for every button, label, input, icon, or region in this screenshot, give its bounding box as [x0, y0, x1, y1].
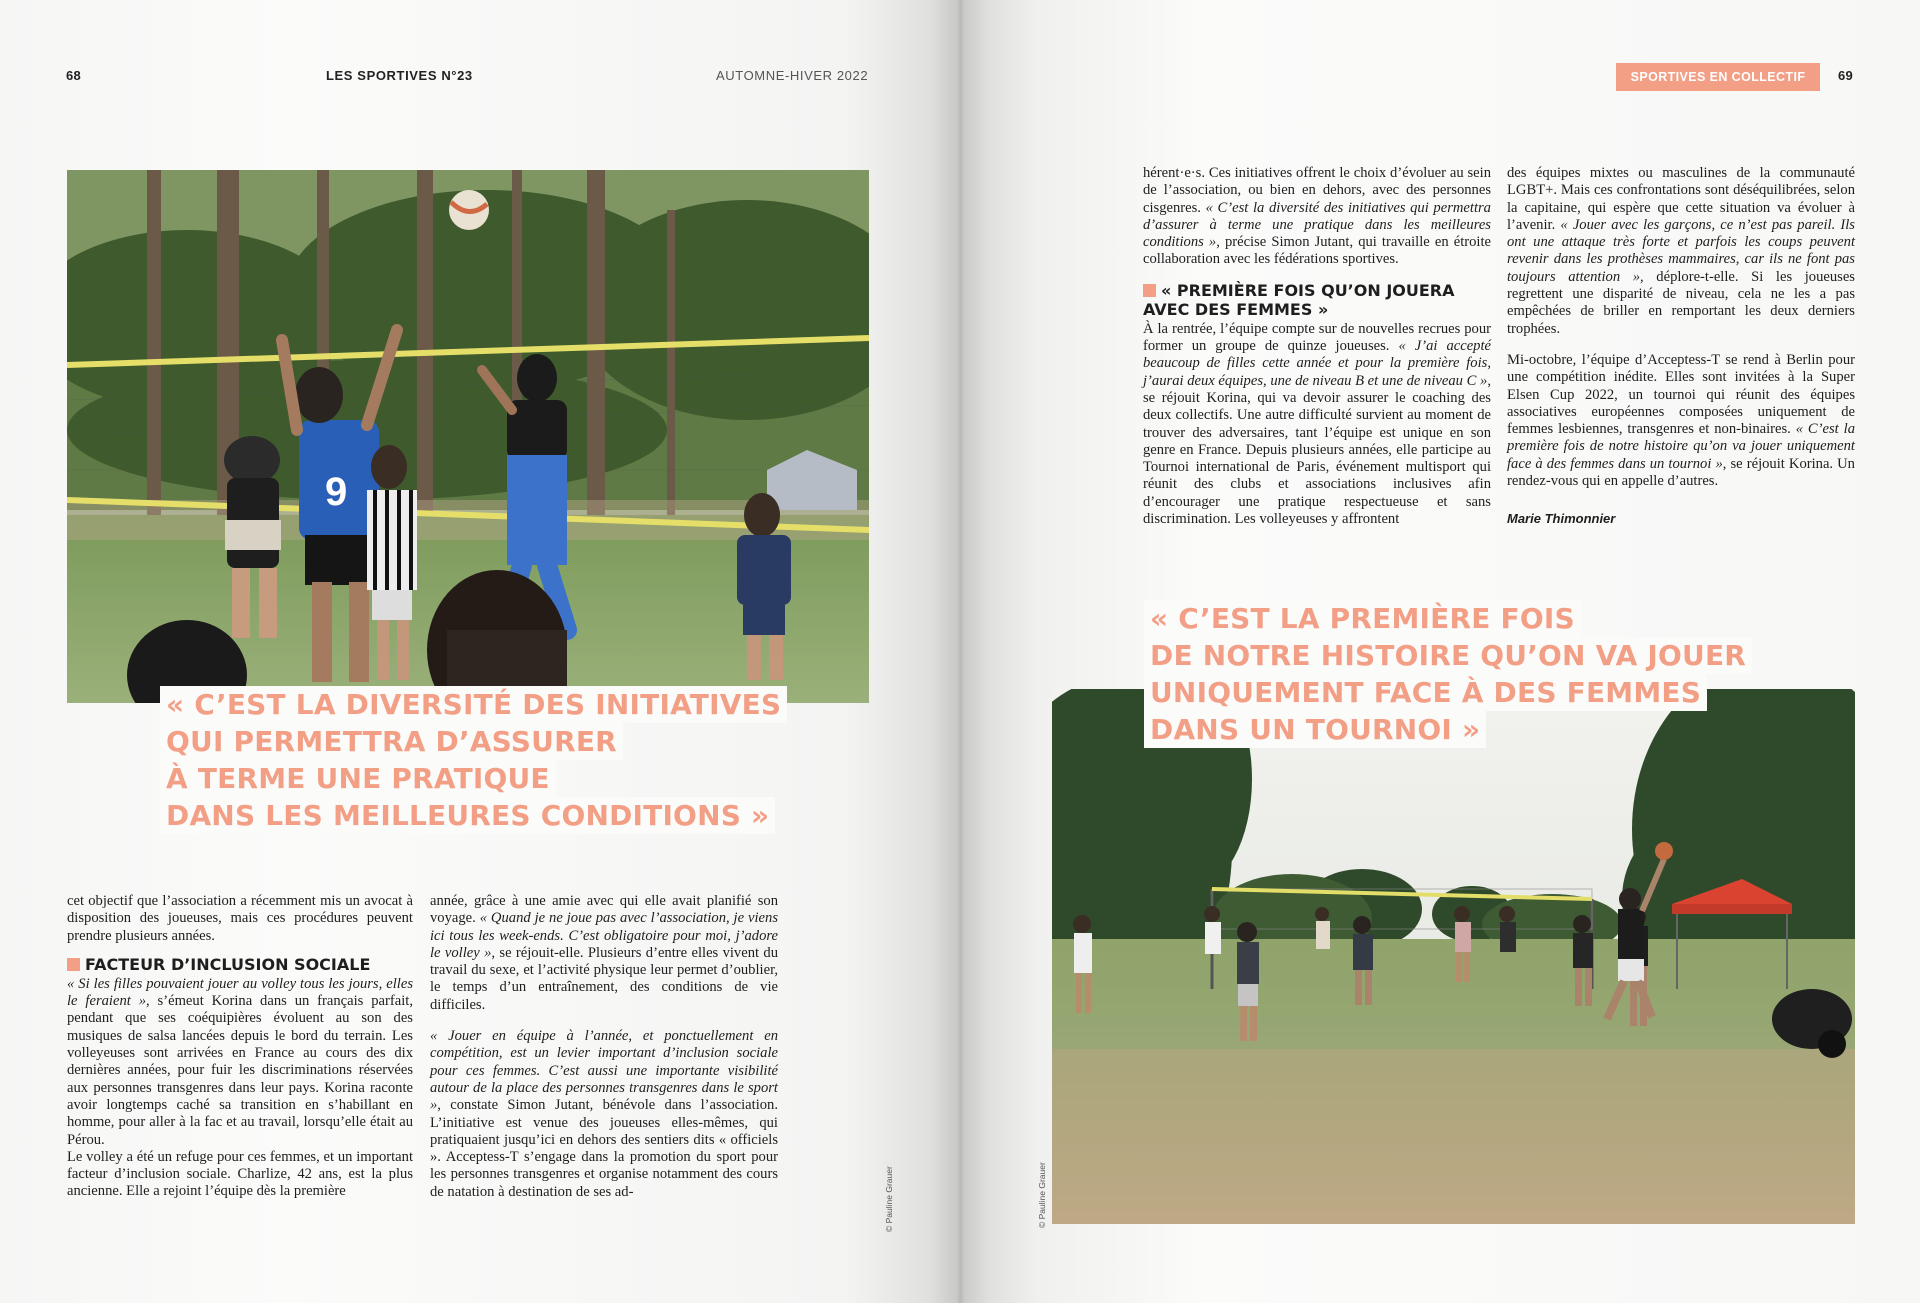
- pull-quote-line: QUI PERMETTRA D’ASSURER: [160, 723, 623, 760]
- right-page: [960, 0, 1920, 1303]
- paragraph: année, grâce à une amie avec qui elle avait planifié son voyage. « Quand je ne joue pas avec l’association, je viens ici tous les week-ends. C’est obligatoire pour moi, j’adore le volley », se réjouit-elle. Plusieurs d’entre elles vivent du travail du sexe, et l’activité physique leur permet d’oublier, le temps d’un entraînement, des conditions de vie difficiles.: [430, 893, 779, 1013]
- section-subhead: FACTEUR D’INCLUSION SOCIALE: [67, 955, 413, 974]
- photo-credit-left: © Pauline Grauer: [884, 1166, 894, 1232]
- pull-quote-line: « C’EST LA DIVERSITÉ DES INITIATIVES: [160, 686, 787, 723]
- section-subhead: « PREMIÈRE FOIS QU’ON JOUERA AVEC DES FEMMES »: [1143, 280, 1455, 319]
- page-number: 68: [66, 68, 82, 83]
- body-column-left-1: [67, 893, 413, 1201]
- body-column-right-1: [1143, 165, 1491, 528]
- paragraph: « Si les filles pouvaient jouer au volley tous les jours, elles le feraient », s’émeut Korina dans un français parfait, pendant que ses coéquipières évoluent au son des musiques de salsa lancées depuis le bord du terrain. Les volleyeuses sont arrivées en France au cours des dix dernières années, pour fuir les discriminations réservées aux personnes transgenres dans leur pays. Korina raconte avoir longtemps caché sa transition en s’habillant en homme, pour aller à la fac et au travail, lorsqu’elle était au Pérou.: [67, 975, 413, 1148]
- paragraph: Le volley a été un refuge pour ces femmes, et un important facteur d’inclusion sociale. Charlize, 42 ans, est la plus ancienne. Elle a rejoint l’équipe dès la première: [67, 1148, 413, 1200]
- paragraph: cet objectif que l’association a récemment mis un avocat à disposition des joueuses, mais ces procédures peuvent prendre plusieurs années.: [67, 893, 413, 944]
- pull-quote-line: DE NOTRE HISTOIRE QU’ON VA JOUER: [1144, 637, 1752, 674]
- svg-text:9: 9: [325, 470, 348, 514]
- volleyball-photo-left: [67, 170, 869, 703]
- pull-quote-line: DANS UN TOURNOI »: [1144, 711, 1486, 748]
- magazine-title: LES SPORTIVES N°23: [326, 68, 473, 83]
- pull-quote-line: UNIQUEMENT FACE À DES FEMMES: [1144, 674, 1707, 711]
- square-bullet-icon: [67, 958, 80, 971]
- paragraph: Mi-octobre, l’équipe d’Acceptess-T se rend à Berlin pour une compétition inédite. Elles sont invitées à la Super Elsen Cup 2022, un tournoi qui réunit des équipes associatives européennes composées uniquement de femmes lesbiennes, transgenres et non-binaires. « C’est la première fois de notre histoire qu’on va jouer uniquement face à des femmes dans un tournoi », se réjouit Korina. Un rendez-vous qui en appelle d’autres.: [1507, 351, 1855, 490]
- paragraph: À la rentrée, l’équipe compte sur de nouvelles recrues pour former un groupe de quinze joueuses. « J’ai accepté beaucoup de filles cette année et pour la première fois, j’aurai deux équipes, une de niveau B et une de niveau C », se réjouit Korina, qui va devoir assurer le coaching des deux collectifs. Une autre difficulté survient au moment de trouver des adversaires, tant l’équipe est unique en son genre en France. Depuis plusieurs années, elle participe au Tournoi international de Paris, événement multisport qui réunit des clubs et associations inclusives afin d’encourager une pratique respectueuse et sans discrimination. Les volleyeuses y affrontent: [1143, 320, 1492, 528]
- pull-quote-left: [160, 686, 787, 834]
- pull-quote-right: [1144, 600, 1752, 748]
- paragraph: « Jouer en équipe à l’année, et ponctuellement en compétition, est un levier important d’inclusion sociale pour ces femmes. C’est aussi une importante visibilité autour de la place des personnes transgenres dans le sport », constate Simon Jutant, bénévole dans l’association. L’initiative est venue des joueuses elles-mêmes, qui pratiquaient jusqu’ici en dehors des sentiers dits « officiels ». Acceptess-T s’engage dans la promotion du sport pour les personnes transgenres et organise notamment des cours de natation à destination de ses ad-: [430, 1028, 778, 1200]
- pull-quote-line: À TERME UNE PRATIQUE: [160, 760, 556, 797]
- body-column-left-2: [430, 893, 778, 1201]
- body-column-right-2: [1507, 165, 1855, 528]
- pull-quote-line: DANS LES MEILLEURES CONDITIONS »: [160, 797, 775, 834]
- square-bullet-icon: [1143, 284, 1156, 297]
- page-number: 69: [1838, 68, 1854, 83]
- volleyball-photo-right: [1052, 689, 1855, 1224]
- paragraph: hérent·e·s. Ces initiatives offrent le choix d’évoluer au sein de l’association, ou bien en dehors, avec des personnes cisgenres. « C’est la diversité des initiatives qui permettra d’assurer à terme une pratique dans les meilleures conditions », précise Simon Jutant, qui travaille en étroite collaboration avec les fédérations sportives.: [1143, 165, 1491, 268]
- author-byline: Marie Thimonnier: [1507, 511, 1616, 527]
- paragraph: des équipes mixtes ou masculines de la communauté LGBT+. Mais ces confrontations sont déséquilibrées, selon la capitaine, qui espère que cette situation va évoluer à l’avenir. « Jouer avec les garçons, ce n’est pas pareil. Ils ont une attaque très forte et parfois les coups peuvent revenir dans les prothèses mammaires, car ils ne font pas toujours attention », déplore-t-elle. Si les joueuses regrettent une disparité de niveau, cela ne les a pas empêchées de briller en remportant les deux derniers trophées.: [1507, 165, 1855, 337]
- issue-date: AUTOMNE-HIVER 2022: [716, 68, 869, 83]
- photo-credit-right: © Pauline Grauer: [1037, 1162, 1047, 1228]
- pull-quote-line: « C’EST LA PREMIÈRE FOIS: [1144, 600, 1581, 637]
- section-rubric: SPORTIVES EN COLLECTIF: [1616, 63, 1820, 91]
